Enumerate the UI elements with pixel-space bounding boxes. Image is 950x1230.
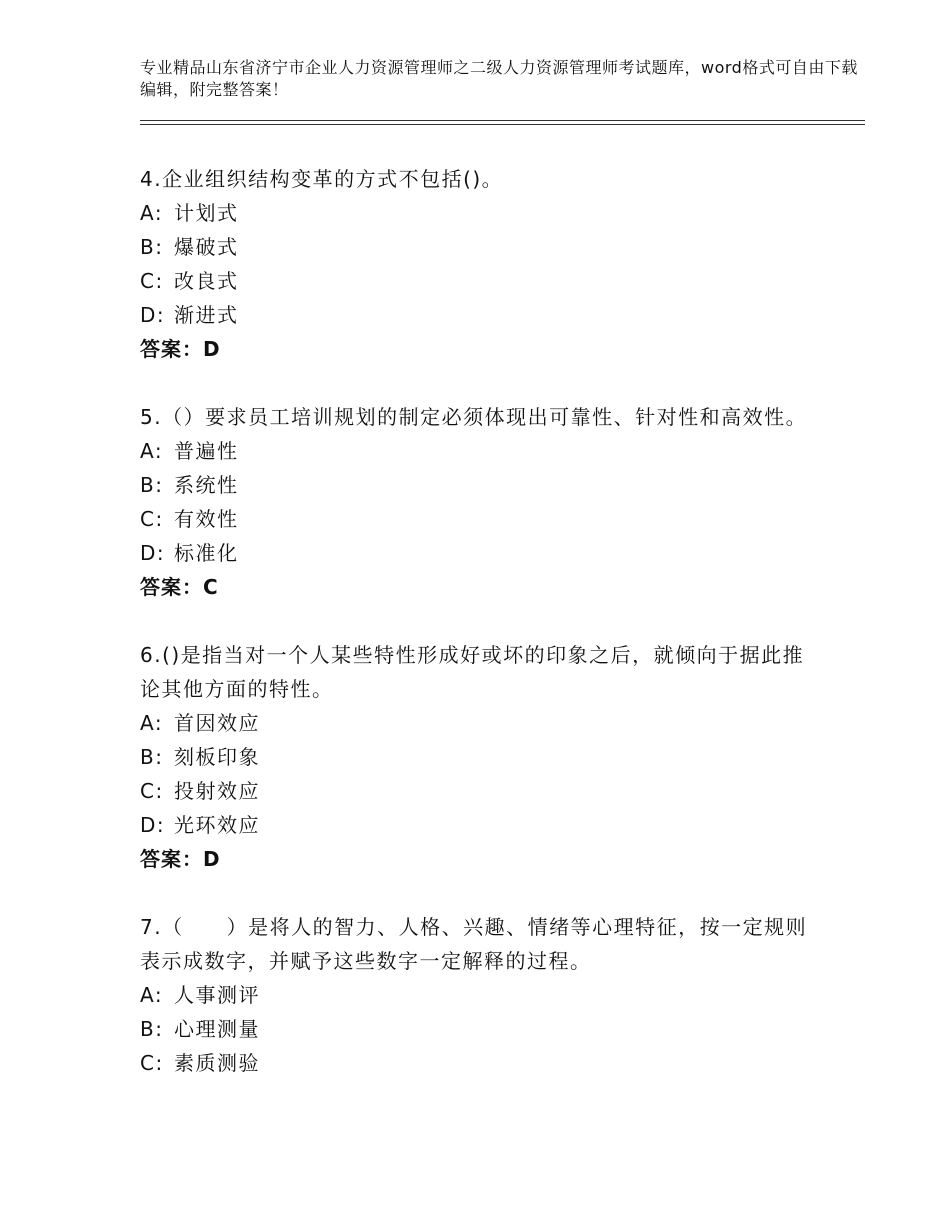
- option-text: 首因效应: [174, 711, 260, 735]
- question-stem: 4.企业组织结构变革的方式不包括()。: [140, 167, 504, 191]
- answer-label: 答案：C: [140, 575, 219, 599]
- option-key: C:: [140, 1051, 164, 1075]
- option-d: [140, 808, 820, 842]
- option-key: A:: [140, 201, 164, 225]
- option-key: B:: [140, 1017, 164, 1041]
- option-b: [140, 740, 820, 774]
- option-key: A:: [140, 711, 164, 735]
- question-4: [140, 160, 820, 366]
- question-stem: 7.（ ）是将人的智力、人格、兴趣、情绪等心理特征，按一定规则表示成数字，并赋予这些数字一定解释的过程。: [140, 915, 808, 973]
- option-text: 系统性: [174, 473, 239, 497]
- option-text: 投射效应: [174, 779, 260, 803]
- option-text: 刻板印象: [174, 745, 260, 769]
- option-text: 改良式: [174, 269, 239, 293]
- option-text: 普遍性: [174, 439, 239, 463]
- question-7: [140, 908, 820, 1080]
- header-divider: [140, 120, 865, 125]
- option-key: A:: [140, 439, 164, 463]
- option-key: D:: [140, 303, 166, 327]
- option-d: [140, 536, 820, 570]
- option-c: [140, 1046, 820, 1080]
- option-a: [140, 434, 820, 468]
- option-b: [140, 230, 820, 264]
- option-text: 心理测量: [174, 1017, 260, 1041]
- option-key: A:: [140, 983, 164, 1007]
- option-key: B:: [140, 745, 164, 769]
- option-key: B:: [140, 235, 164, 259]
- option-d: [140, 298, 820, 332]
- option-text: 人事测评: [174, 983, 260, 1007]
- answer-label: 答案：D: [140, 847, 221, 871]
- option-b: [140, 468, 820, 502]
- option-text: 光环效应: [174, 813, 260, 837]
- option-c: [140, 264, 820, 298]
- question-stem: 5.（）要求员工培训规划的制定必须体现出可靠性、针对性和高效性。: [140, 405, 808, 429]
- option-key: C:: [140, 269, 164, 293]
- option-key: B:: [140, 473, 164, 497]
- option-key: D:: [140, 813, 166, 837]
- question-5: [140, 398, 820, 604]
- option-text: 渐进式: [174, 303, 239, 327]
- option-text: 素质测验: [174, 1051, 260, 1075]
- option-a: [140, 978, 820, 1012]
- option-key: C:: [140, 779, 164, 803]
- option-text: 有效性: [174, 507, 239, 531]
- option-c: [140, 502, 820, 536]
- document-header: 专业精品山东省济宁市企业人力资源管理师之二级人力资源管理师考试题库，word格式可自由下载编辑，附完整答案！: [140, 58, 858, 99]
- answer-label: 答案：D: [140, 337, 221, 361]
- option-c: [140, 774, 820, 808]
- option-text: 标准化: [174, 541, 239, 565]
- question-6: [140, 636, 820, 876]
- option-a: [140, 196, 820, 230]
- option-text: 计划式: [174, 201, 239, 225]
- option-key: C:: [140, 507, 164, 531]
- question-list: [140, 160, 820, 1112]
- question-stem: 6.()是指当对一个人某些特性形成好或坏的印象之后，就倾向于据此推论其他方面的特性。: [140, 643, 805, 701]
- option-key: D:: [140, 541, 166, 565]
- option-text: 爆破式: [174, 235, 239, 259]
- option-b: [140, 1012, 820, 1046]
- option-a: [140, 706, 820, 740]
